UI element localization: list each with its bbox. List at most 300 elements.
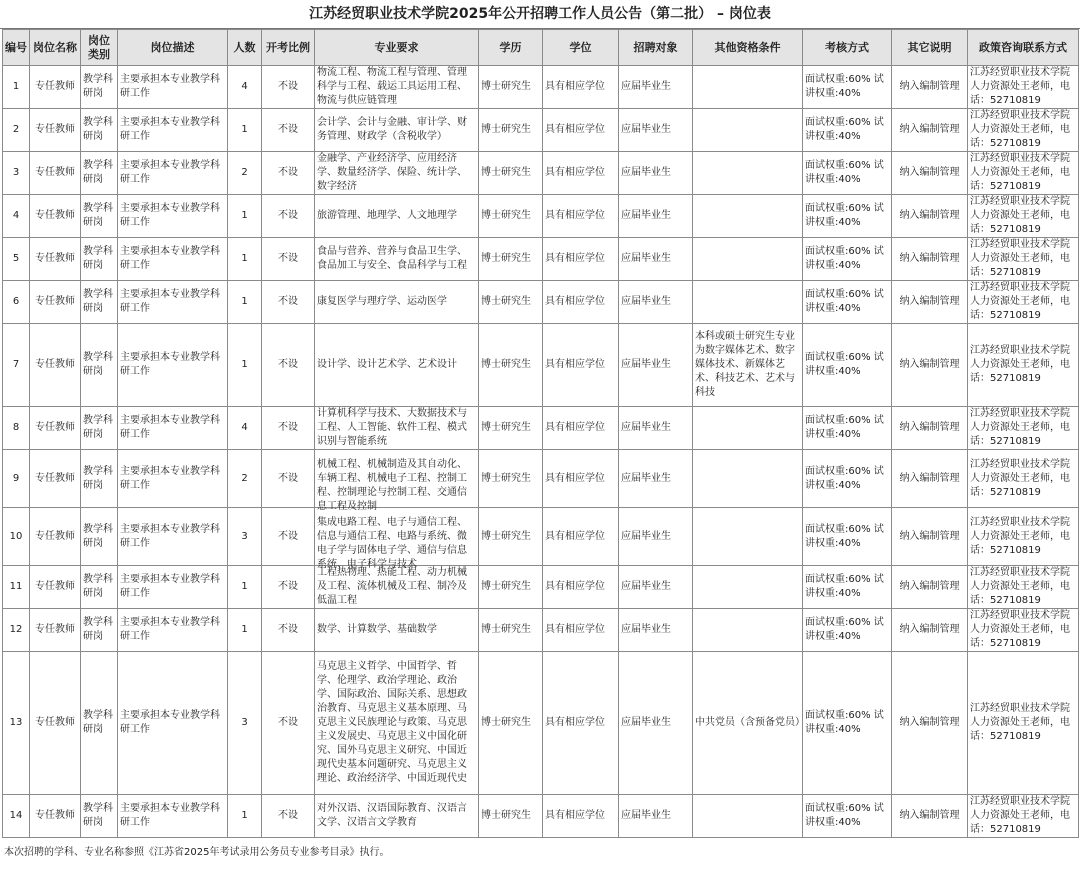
cell-edu-text: 博士研究生	[481, 210, 531, 221]
cell-contact-text: 江苏经贸职业技术学院人力资源处王老师，电话：52710819	[970, 567, 1070, 606]
cell-desc-text: 主要承担本专业教学科研工作	[120, 160, 220, 185]
cell-degree	[543, 66, 619, 109]
cell-category-text: 教学科研岗	[83, 352, 113, 377]
cell-no	[3, 195, 30, 238]
cell-assess	[803, 407, 892, 450]
cell-edu	[479, 609, 543, 652]
cell-target	[619, 566, 693, 609]
cell-note	[892, 109, 968, 152]
cell-major-text: 食品与营养、营养与食品卫生学、食品加工与安全、食品科学与工程	[317, 246, 467, 271]
cell-target-text: 应届毕业生	[621, 422, 671, 433]
col-header-count: 人数	[228, 30, 262, 66]
cell-desc	[118, 566, 228, 609]
cell-name-text: 专任教师	[35, 530, 75, 542]
cell-desc-text: 主要承担本专业教学科研工作	[120, 74, 220, 99]
cell-desc-text: 主要承担本专业教学科研工作	[120, 617, 220, 642]
cell-contact	[968, 152, 1079, 195]
cell-edu-text: 博士研究生	[481, 530, 531, 542]
cell-contact	[968, 238, 1079, 281]
cell-target-text: 应届毕业生	[621, 624, 671, 635]
cell-note-text: 纳入编制管理	[899, 81, 960, 92]
cell-note-text: 纳入编制管理	[899, 472, 960, 484]
cell-category-text: 教学科研岗	[83, 74, 113, 99]
cell-major-text: 金融学、产业经济学、应用经济学、数量经济学、保险、统计学、数字经济	[317, 153, 467, 192]
cell-name-text: 专任教师	[35, 81, 75, 92]
cell-degree-text: 具有相应学位	[545, 472, 605, 484]
cell-ratio	[262, 566, 315, 609]
cell-count-text: 1	[241, 624, 248, 635]
cell-edu-text: 博士研究生	[481, 167, 531, 178]
cell-contact-text: 江苏经贸职业技术学院人力资源处王老师，电话：52710819	[970, 610, 1070, 649]
cell-name-text: 专任教师	[35, 581, 75, 592]
cell-desc	[118, 195, 228, 238]
cell-count-text: 2	[241, 472, 248, 484]
cell-desc	[118, 652, 228, 795]
cell-degree	[543, 450, 619, 508]
cell-contact	[968, 609, 1079, 652]
cell-category-text: 教学科研岗	[83, 574, 113, 599]
cell-ratio-text: 不设	[278, 81, 298, 92]
cell-major	[315, 609, 479, 652]
cell-no-text: 6	[12, 296, 20, 307]
cell-no	[3, 152, 30, 195]
cell-desc	[118, 324, 228, 407]
cell-note	[892, 566, 968, 609]
cell-assess-text: 面试权重:60% 试讲权重:40%	[805, 117, 884, 142]
cell-degree-text: 具有相应学位	[545, 581, 605, 592]
cell-other	[693, 109, 803, 152]
cell-desc-text: 主要承担本专业教学科研工作	[120, 352, 220, 377]
cell-category-text: 教学科研岗	[83, 465, 113, 491]
cell-target-text: 应届毕业生	[621, 359, 671, 370]
cell-category-text: 教学科研岗	[83, 160, 113, 185]
cell-assess	[803, 795, 892, 838]
positions-table	[2, 29, 1079, 838]
cell-name	[30, 324, 81, 407]
cell-desc-text: 主要承担本专业教学科研工作	[120, 117, 220, 142]
cell-degree-text: 具有相应学位	[545, 210, 605, 221]
cell-assess	[803, 609, 892, 652]
cell-target-text: 应届毕业生	[621, 253, 671, 264]
cell-major	[315, 238, 479, 281]
cell-name	[30, 652, 81, 795]
cell-count-text: 1	[241, 810, 248, 821]
cell-degree-text: 具有相应学位	[545, 296, 605, 307]
cell-ratio-text: 不设	[278, 253, 298, 264]
cell-degree-text: 具有相应学位	[545, 717, 605, 728]
cell-assess-text: 面试权重:60% 试讲权重:40%	[805, 160, 884, 185]
cell-name-text: 专任教师	[35, 422, 75, 433]
col-header-name: 岗位名称	[30, 30, 81, 66]
cell-other-text: 本科或硕士研究生专业为数字媒体艺术、数字媒体技术、新媒体艺术、科技艺术、艺术与科技	[695, 331, 795, 398]
cell-edu	[479, 66, 543, 109]
cell-ratio	[262, 152, 315, 195]
cell-name-text: 专任教师	[35, 810, 75, 821]
cell-contact-text: 江苏经贸职业技术学院人力资源处王老师，电话：52710819	[970, 239, 1070, 278]
cell-assess-text: 面试权重:60% 试讲权重:40%	[805, 574, 884, 599]
cell-degree	[543, 109, 619, 152]
cell-edu-text: 博士研究生	[481, 624, 531, 635]
cell-assess	[803, 508, 892, 566]
cell-category-text: 教学科研岗	[83, 117, 113, 142]
cell-count-text: 4	[241, 81, 248, 92]
cell-desc	[118, 109, 228, 152]
cell-desc	[118, 152, 228, 195]
cell-degree-text: 具有相应学位	[545, 81, 605, 92]
cell-edu-text: 博士研究生	[481, 717, 531, 728]
col-header-no: 编号	[3, 30, 30, 66]
cell-major	[315, 795, 479, 838]
cell-no	[3, 508, 30, 566]
cell-major-text: 机械工程、机械制造及其自动化、车辆工程、机械电子工程、控制工程、控制理论与控制工程、交通信息工程及控制	[317, 458, 467, 512]
table-row	[3, 795, 1079, 838]
cell-ratio-text: 不设	[278, 624, 298, 635]
cell-count	[228, 324, 262, 407]
cell-ratio-text: 不设	[278, 422, 298, 433]
cell-edu-text: 博士研究生	[481, 810, 531, 821]
cell-category-text: 教学科研岗	[83, 710, 113, 735]
cell-no-text: 11	[9, 581, 23, 592]
cell-major	[315, 652, 479, 795]
cell-ratio-text: 不设	[278, 210, 298, 221]
cell-note-text: 纳入编制管理	[899, 624, 960, 635]
cell-note-text: 纳入编制管理	[899, 810, 960, 821]
cell-ratio	[262, 238, 315, 281]
cell-category	[81, 281, 118, 324]
cell-degree-text: 具有相应学位	[545, 624, 605, 635]
cell-contact	[968, 508, 1079, 566]
cell-target-text: 应届毕业生	[621, 296, 671, 307]
cell-note-text: 纳入编制管理	[899, 581, 960, 592]
cell-no	[3, 66, 30, 109]
cell-count	[228, 450, 262, 508]
cell-desc-text: 主要承担本专业教学科研工作	[120, 574, 220, 599]
cell-note-text: 纳入编制管理	[899, 253, 960, 264]
cell-edu-text: 博士研究生	[481, 81, 531, 92]
cell-name	[30, 66, 81, 109]
cell-degree	[543, 609, 619, 652]
cell-edu	[479, 652, 543, 795]
cell-major-text: 物流工程、物流工程与管理、管理科学与工程、载运工具运用工程、物流与供应链管理	[317, 67, 467, 106]
cell-desc-text: 主要承担本专业教学科研工作	[120, 415, 220, 440]
cell-major-text: 旅游管理、地理学、人文地理学	[317, 210, 457, 221]
table-header-row	[3, 30, 1079, 66]
cell-note-text: 纳入编制管理	[899, 124, 960, 135]
cell-category-text: 教学科研岗	[83, 289, 113, 314]
cell-major	[315, 195, 479, 238]
cell-ratio	[262, 508, 315, 566]
cell-no	[3, 609, 30, 652]
cell-major-text: 集成电路工程、电子与通信工程、信息与通信工程、电路与系统、微电子学与固体电子学、通信与信息系统、电子科学与技术	[317, 516, 467, 570]
cell-other	[693, 238, 803, 281]
cell-target	[619, 109, 693, 152]
cell-target	[619, 66, 693, 109]
cell-ratio-text: 不设	[278, 296, 298, 307]
cell-edu	[479, 238, 543, 281]
cell-no-text: 13	[9, 717, 23, 728]
cell-name-text: 专任教师	[35, 624, 75, 635]
cell-assess-text: 面试权重:60% 试讲权重:40%	[805, 74, 884, 99]
cell-no-text: 9	[12, 472, 20, 484]
table-row	[3, 324, 1079, 407]
cell-count	[228, 407, 262, 450]
table-row	[3, 281, 1079, 324]
cell-major-text: 马克思主义哲学、中国哲学、哲学、伦理学、政治学理论、政治学、国际政治、国际关系、思想政治教育、马克思主义基本原理、马克思主义民族理论与政策、马克思主义发展史、马克思主义中国化研究、国外马克思主义研究、中国近现代史基本问题研究、马克思主义理论、政治经济学、中国近现代史	[317, 661, 467, 784]
table-row	[3, 652, 1079, 795]
cell-degree-text: 具有相应学位	[545, 810, 605, 821]
cell-no-text: 1	[12, 81, 20, 92]
cell-name	[30, 508, 81, 566]
cell-no-text: 5	[12, 253, 20, 264]
cell-contact	[968, 652, 1079, 795]
page-title: 江苏经贸职业技术学院2025年公开招聘工作人员公告（第二批） – 岗位表	[0, 0, 1080, 29]
cell-name	[30, 238, 81, 281]
cell-major-text: 康复医学与理疗学、运动医学	[317, 296, 447, 307]
cell-edu-text: 博士研究生	[481, 359, 531, 370]
cell-count	[228, 66, 262, 109]
cell-ratio	[262, 609, 315, 652]
cell-target-text: 应届毕业生	[621, 472, 671, 484]
cell-name-text: 专任教师	[35, 359, 75, 370]
cell-note	[892, 324, 968, 407]
cell-note-text: 纳入编制管理	[899, 210, 960, 221]
cell-contact-text: 江苏经贸职业技术学院人力资源处王老师，电话：52710819	[970, 110, 1070, 149]
cell-target-text: 应届毕业生	[621, 530, 671, 542]
cell-contact-text: 江苏经贸职业技术学院人力资源处王老师，电话：52710819	[970, 345, 1070, 384]
cell-count-text: 3	[241, 717, 248, 728]
cell-ratio	[262, 652, 315, 795]
cell-other	[693, 152, 803, 195]
cell-no	[3, 281, 30, 324]
cell-category-text: 教学科研岗	[83, 617, 113, 642]
cell-major	[315, 566, 479, 609]
cell-other	[693, 407, 803, 450]
cell-edu	[479, 450, 543, 508]
cell-desc-text: 主要承担本专业教学科研工作	[120, 465, 220, 491]
table-row	[3, 450, 1079, 508]
cell-no	[3, 795, 30, 838]
cell-edu	[479, 109, 543, 152]
cell-edu-text: 博士研究生	[481, 296, 531, 307]
cell-no-text: 2	[12, 124, 20, 135]
cell-no-text: 12	[9, 624, 23, 635]
cell-other	[693, 66, 803, 109]
cell-edu-text: 博士研究生	[481, 581, 531, 592]
cell-ratio	[262, 109, 315, 152]
cell-target	[619, 508, 693, 566]
col-header-category: 岗位类别	[81, 30, 118, 66]
cell-degree	[543, 324, 619, 407]
cell-degree-text: 具有相应学位	[545, 253, 605, 264]
cell-other	[693, 281, 803, 324]
cell-edu	[479, 281, 543, 324]
cell-major-text: 会计学、会计与金融、审计学、财务管理、财政学（含税收学）	[317, 117, 467, 142]
cell-ratio-text: 不设	[278, 530, 298, 542]
cell-degree-text: 具有相应学位	[545, 359, 605, 370]
cell-note	[892, 195, 968, 238]
cell-note	[892, 795, 968, 838]
cell-degree-text: 具有相应学位	[545, 124, 605, 135]
cell-category	[81, 195, 118, 238]
cell-major	[315, 152, 479, 195]
cell-no-text: 10	[9, 530, 23, 542]
cell-desc	[118, 795, 228, 838]
cell-ratio-text: 不设	[278, 581, 298, 592]
cell-no	[3, 109, 30, 152]
cell-ratio	[262, 795, 315, 838]
cell-category-text: 教学科研岗	[83, 246, 113, 271]
cell-desc-text: 主要承担本专业教学科研工作	[120, 803, 220, 828]
cell-target	[619, 324, 693, 407]
cell-assess	[803, 281, 892, 324]
cell-degree	[543, 195, 619, 238]
cell-count-text: 3	[241, 530, 248, 542]
cell-contact	[968, 566, 1079, 609]
cell-edu-text: 博士研究生	[481, 422, 531, 433]
cell-assess	[803, 652, 892, 795]
cell-target-text: 应届毕业生	[621, 81, 671, 92]
cell-desc-text: 主要承担本专业教学科研工作	[120, 246, 220, 271]
cell-desc-text: 主要承担本专业教学科研工作	[120, 710, 220, 735]
cell-degree	[543, 238, 619, 281]
cell-ratio-text: 不设	[278, 124, 298, 135]
cell-no-text: 4	[12, 210, 20, 221]
cell-category-text: 教学科研岗	[83, 203, 113, 228]
cell-major-text: 对外汉语、汉语国际教育、汉语言文学、汉语言文学教育	[317, 803, 467, 828]
cell-category	[81, 795, 118, 838]
cell-degree-text: 具有相应学位	[545, 530, 605, 542]
table-row	[3, 407, 1079, 450]
cell-target	[619, 195, 693, 238]
cell-target-text: 应届毕业生	[621, 124, 671, 135]
cell-target-text: 应届毕业生	[621, 167, 671, 178]
cell-degree	[543, 566, 619, 609]
cell-note	[892, 652, 968, 795]
cell-desc-text: 主要承担本专业教学科研工作	[120, 523, 220, 549]
cell-category	[81, 566, 118, 609]
cell-major-text: 数学、计算数学、基础数学	[317, 624, 437, 635]
cell-edu-text: 博士研究生	[481, 253, 531, 264]
cell-assess	[803, 109, 892, 152]
cell-degree-text: 具有相应学位	[545, 422, 605, 433]
col-header-other: 其他资格条件	[693, 30, 803, 66]
cell-note	[892, 407, 968, 450]
cell-edu	[479, 508, 543, 566]
cell-major	[315, 66, 479, 109]
cell-assess-text: 面试权重:60% 试讲权重:40%	[805, 523, 884, 549]
cell-count	[228, 152, 262, 195]
cell-count	[228, 652, 262, 795]
cell-note	[892, 609, 968, 652]
cell-ratio	[262, 407, 315, 450]
cell-no	[3, 324, 30, 407]
cell-contact	[968, 795, 1079, 838]
cell-category	[81, 238, 118, 281]
cell-no	[3, 238, 30, 281]
col-header-ratio: 开考比例	[262, 30, 315, 66]
cell-other-text: 中共党员（含预备党员）	[695, 717, 805, 728]
cell-ratio	[262, 195, 315, 238]
cell-note-text: 纳入编制管理	[899, 422, 960, 433]
cell-contact-text: 江苏经贸职业技术学院人力资源处王老师，电话：52710819	[970, 196, 1070, 235]
cell-target	[619, 407, 693, 450]
cell-count	[228, 609, 262, 652]
cell-name	[30, 407, 81, 450]
cell-contact	[968, 281, 1079, 324]
cell-assess	[803, 152, 892, 195]
cell-degree-text: 具有相应学位	[545, 167, 605, 178]
cell-edu	[479, 407, 543, 450]
cell-count	[228, 566, 262, 609]
table-row	[3, 238, 1079, 281]
cell-name-text: 专任教师	[35, 210, 75, 221]
cell-desc	[118, 407, 228, 450]
cell-assess	[803, 324, 892, 407]
cell-contact	[968, 66, 1079, 109]
table-row	[3, 66, 1079, 109]
cell-desc	[118, 609, 228, 652]
cell-other	[693, 795, 803, 838]
cell-other	[693, 566, 803, 609]
cell-no-text: 14	[9, 810, 23, 821]
cell-contact-text: 江苏经贸职业技术学院人力资源处王老师，电话：52710819	[970, 67, 1070, 106]
cell-target	[619, 795, 693, 838]
cell-target	[619, 281, 693, 324]
cell-target-text: 应届毕业生	[621, 581, 671, 592]
cell-count	[228, 281, 262, 324]
cell-count	[228, 508, 262, 566]
cell-no-text: 8	[12, 422, 20, 433]
col-header-edu: 学历	[479, 30, 543, 66]
cell-degree	[543, 508, 619, 566]
cell-target	[619, 450, 693, 508]
cell-contact-text: 江苏经贸职业技术学院人力资源处王老师，电话：52710819	[970, 458, 1070, 498]
cell-no	[3, 407, 30, 450]
cell-target	[619, 652, 693, 795]
cell-name-text: 专任教师	[35, 124, 75, 135]
cell-no-text: 3	[12, 167, 20, 178]
cell-assess-text: 面试权重:60% 试讲权重:40%	[805, 617, 884, 642]
cell-assess	[803, 450, 892, 508]
cell-count-text: 1	[241, 581, 248, 592]
cell-ratio	[262, 324, 315, 407]
cell-no-text: 7	[12, 359, 20, 370]
cell-assess	[803, 195, 892, 238]
cell-note	[892, 450, 968, 508]
cell-count-text: 1	[241, 359, 248, 370]
cell-note	[892, 66, 968, 109]
cell-edu	[479, 195, 543, 238]
cell-other	[693, 652, 803, 795]
cell-other	[693, 450, 803, 508]
table-row	[3, 152, 1079, 195]
cell-major	[315, 407, 479, 450]
col-header-contact: 政策咨询联系方式	[968, 30, 1079, 66]
cell-target-text: 应届毕业生	[621, 717, 671, 728]
cell-name-text: 专任教师	[35, 472, 75, 484]
cell-name-text: 专任教师	[35, 296, 75, 307]
table-row	[3, 508, 1079, 566]
cell-contact	[968, 324, 1079, 407]
cell-contact-text: 江苏经贸职业技术学院人力资源处王老师，电话：52710819	[970, 516, 1070, 556]
cell-target-text: 应届毕业生	[621, 210, 671, 221]
cell-desc	[118, 508, 228, 566]
cell-assess-text: 面试权重:60% 试讲权重:40%	[805, 710, 884, 735]
cell-name	[30, 566, 81, 609]
cell-ratio	[262, 281, 315, 324]
cell-degree	[543, 795, 619, 838]
cell-contact	[968, 195, 1079, 238]
